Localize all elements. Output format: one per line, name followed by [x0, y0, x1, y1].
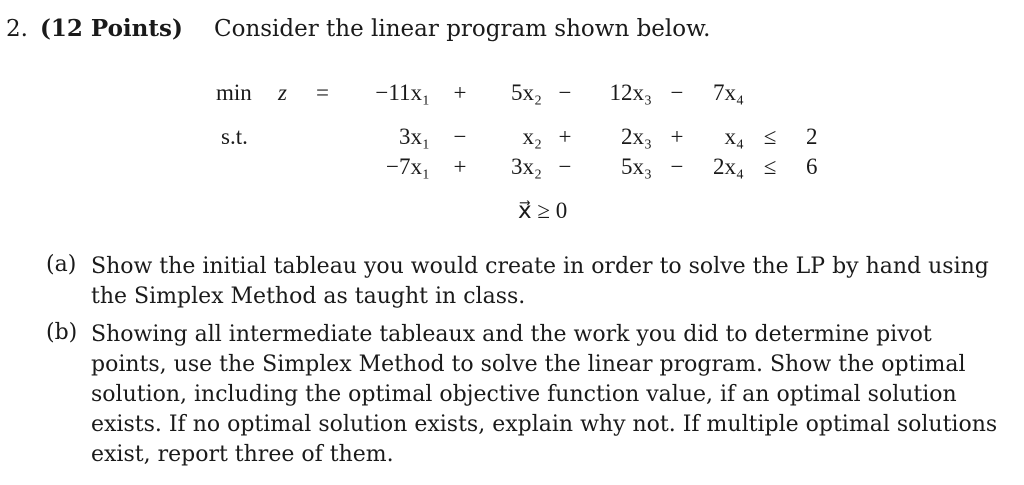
constraint-2-sign-4: − — [670, 154, 684, 179]
part-a-label: (a) — [46, 252, 77, 277]
constraint-2-term-3: 5x₃ — [620, 154, 652, 179]
constraint-2-rhs: 6 — [806, 154, 818, 179]
constraint-1-term-2: x₂ — [522, 124, 542, 149]
subject-to-label: s.t. — [221, 124, 248, 149]
constraint-2-term-1: −7x₁ — [386, 154, 430, 179]
constraint-2-sign-2: + — [453, 154, 467, 179]
objective-sign-2: + — [453, 80, 467, 105]
nonnegativity-constraint: x⃗ ≥ 0 — [518, 198, 568, 223]
constraint-2-term-2: 3x₂ — [510, 154, 542, 179]
part-b-label: (b) — [46, 320, 78, 345]
constraint-1-sign-2: − — [453, 124, 467, 149]
problem-points: (12 Points) — [40, 15, 183, 42]
objective-sign-3: − — [558, 80, 572, 105]
constraint-1-rhs: 2 — [806, 124, 818, 149]
problem-number: 2. — [6, 16, 28, 42]
part-a-text: Show the initial tableau you would create in order to solve the LP by hand using the Simplex Method as taught in class. — [91, 254, 989, 309]
constraint-2-sign-3: − — [558, 154, 572, 179]
objective-term-3: 12x₃ — [609, 80, 652, 105]
problem-intro: Consider the linear program shown below. — [214, 16, 711, 42]
constraint-2-relation: ≤ — [763, 154, 777, 179]
constraint-2-term-4: 2x₄ — [712, 154, 744, 179]
constraint-1-sign-3: + — [558, 124, 572, 149]
objective-sign-4: − — [670, 80, 684, 105]
constraint-1-relation: ≤ — [763, 124, 777, 149]
constraint-1-term-1: 3x₁ — [398, 124, 430, 149]
objective-equals: = — [316, 80, 329, 105]
constraint-1-term-3: 2x₃ — [620, 124, 652, 149]
objective-term-4: 7x₄ — [712, 80, 744, 105]
constraint-1-sign-4: + — [670, 124, 684, 149]
objective-label: min — [216, 80, 252, 105]
part-b-text: Showing all intermediate tableaux and the work you did to determine pivot points, use the Simplex Method to solve the linear program. Show the optimal solution, including the optimal objective function value, if an optimal solution exists. If no optimal solution exists, explain why not. If multiple optimal solutions exist, report three of them. — [91, 322, 998, 467]
objective-term-1: −11x₁ — [375, 80, 430, 105]
objective-term-2: 5x₂ — [510, 80, 542, 105]
constraint-1-term-4: x₄ — [724, 124, 744, 149]
objective-variable: z — [278, 80, 287, 105]
